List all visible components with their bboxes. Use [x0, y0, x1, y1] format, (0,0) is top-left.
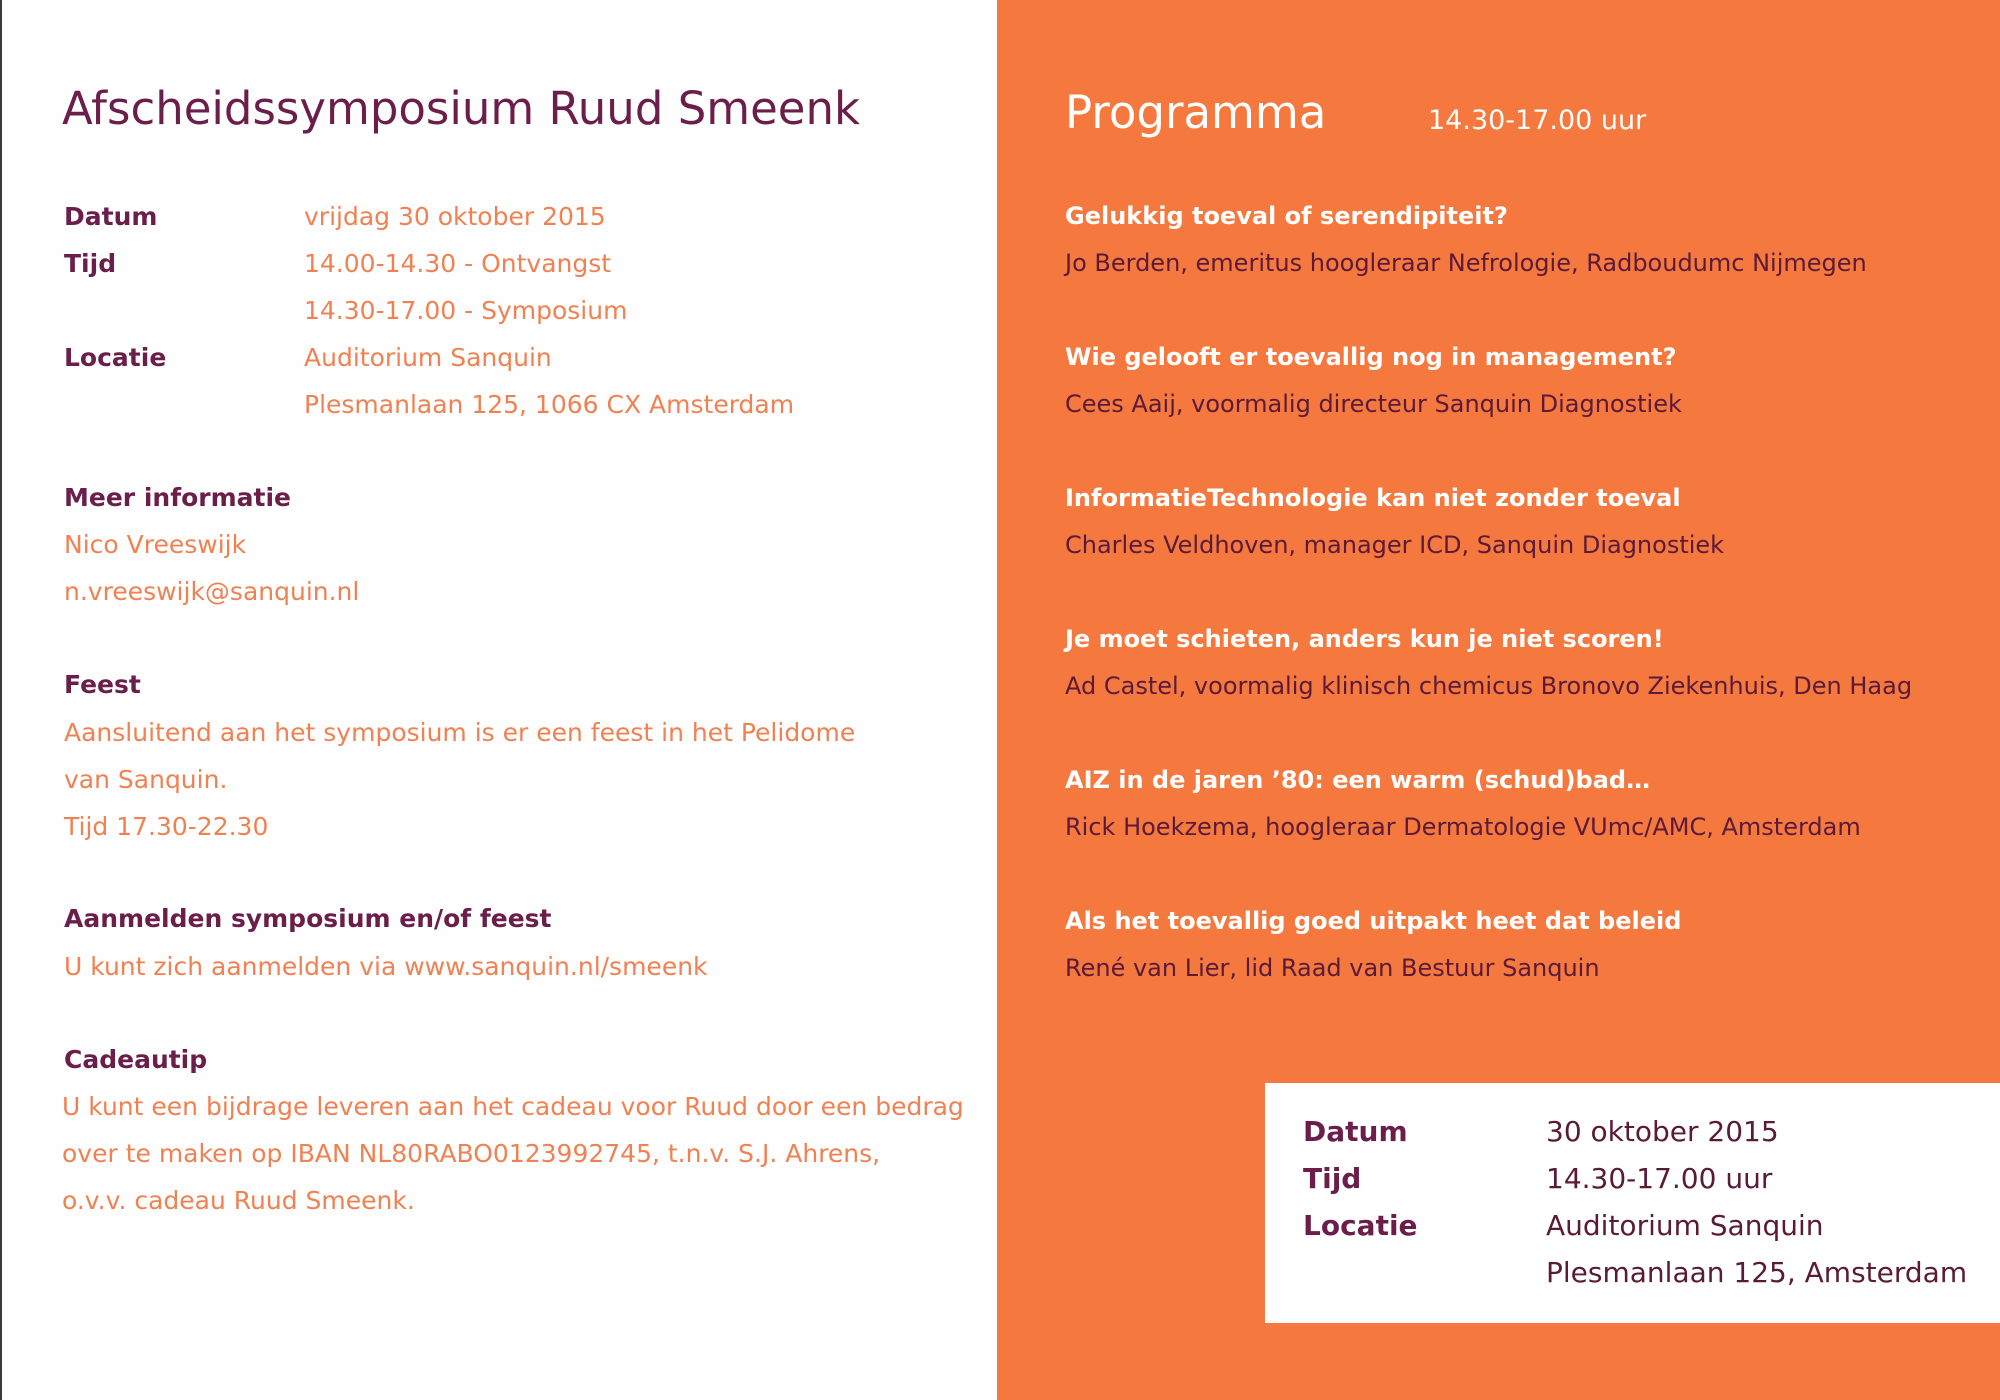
- aanmelden-text[interactable]: U kunt zich aanmelden via www.sanquin.nl/smeenk: [64, 952, 708, 981]
- feest-line-2: van Sanquin.: [64, 765, 228, 794]
- talk-speaker: René van Lier, lid Raad van Bestuur Sanquin: [1065, 954, 1600, 982]
- talk-title: Als het toevallig goed uitpakt heet dat beleid: [1065, 907, 1682, 935]
- box-tijd-value: 14.30-17.00 uur: [1546, 1162, 1773, 1195]
- feest-heading: Feest: [64, 670, 141, 699]
- talk-speaker: Charles Veldhoven, manager ICD, Sanquin Diagnostiek: [1065, 531, 1725, 559]
- cadeautip-line-3: o.v.v. cadeau Ruud Smeenk.: [62, 1186, 415, 1215]
- programma-title: Programma: [1065, 86, 1327, 139]
- box-datum-label: Datum: [1303, 1115, 1408, 1148]
- talk-title: Gelukkig toeval of serendipiteit?: [1065, 202, 1508, 230]
- feest-line-3: Tijd 17.30-22.30: [64, 812, 269, 841]
- box-locatie-value-address: Plesmanlaan 125, Amsterdam: [1546, 1256, 1968, 1289]
- datum-label: Datum: [64, 202, 158, 231]
- talk-title: InformatieTechnologie kan niet zonder toeval: [1065, 484, 1681, 512]
- contact-name: Nico Vreeswijk: [64, 530, 247, 559]
- contact-email-link[interactable]: n.vreeswijk@sanquin.nl: [64, 577, 360, 606]
- locatie-value-name: Auditorium Sanquin: [304, 343, 552, 372]
- talk-speaker: Jo Berden, emeritus hoogleraar Nefrologie, Radboudumc Nijmegen: [1065, 249, 1867, 277]
- tijd-value-ontvangst: 14.00-14.30 - Ontvangst: [304, 249, 612, 278]
- talk-speaker: Ad Castel, voormalig klinisch chemicus Bronovo Ziekenhuis, Den Haag: [1065, 672, 1913, 700]
- talk-speaker: Cees Aaij, voormalig directeur Sanquin Diagnostiek: [1065, 390, 1682, 418]
- box-tijd-label: Tijd: [1303, 1162, 1362, 1195]
- meer-informatie-heading: Meer informatie: [64, 483, 291, 512]
- cadeautip-heading: Cadeautip: [64, 1045, 208, 1074]
- aanmelden-heading: Aanmelden symposium en/of feest: [64, 904, 552, 933]
- box-datum-value: 30 oktober 2015: [1546, 1115, 1779, 1148]
- cadeautip-line-1: U kunt een bijdrage leveren aan het cadeau voor Ruud door een bedrag: [62, 1092, 964, 1121]
- datum-value: vrijdag 30 oktober 2015: [304, 202, 606, 231]
- cadeautip-line-2: over te maken op IBAN NL80RABO0123992745, t.n.v. S.J. Ahrens,: [62, 1139, 881, 1168]
- tijd-value-symposium: 14.30-17.00 - Symposium: [304, 296, 628, 325]
- box-locatie-label: Locatie: [1303, 1209, 1418, 1242]
- programma-time: 14.30-17.00 uur: [1428, 105, 1647, 136]
- talk-title: AIZ in de jaren ’80: een warm (schud)bad…: [1065, 766, 1651, 794]
- locatie-label: Locatie: [64, 343, 167, 372]
- page-title: Afscheidssymposium Ruud Smeenk: [62, 82, 861, 135]
- box-locatie-value-name: Auditorium Sanquin: [1546, 1209, 1824, 1242]
- talk-title: Wie gelooft er toevallig nog in management?: [1065, 343, 1677, 371]
- tijd-label: Tijd: [64, 249, 117, 278]
- feest-line-1: Aansluitend aan het symposium is er een feest in het Pelidome: [64, 718, 856, 747]
- talk-title: Je moet schieten, anders kun je niet scoren!: [1065, 625, 1664, 653]
- locatie-value-address: Plesmanlaan 125, 1066 CX Amsterdam: [304, 390, 795, 419]
- talk-speaker: Rick Hoekzema, hoogleraar Dermatologie VUmc/AMC, Amsterdam: [1065, 813, 1861, 841]
